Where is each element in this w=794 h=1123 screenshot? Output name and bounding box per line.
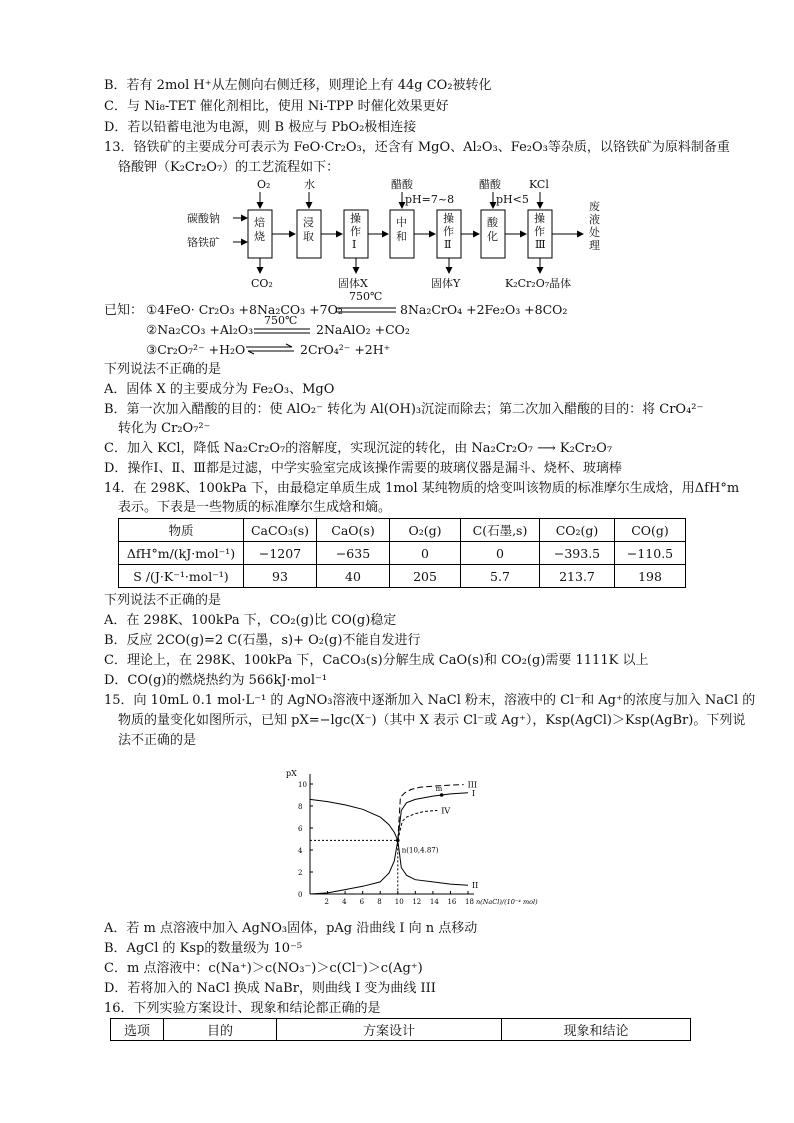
table-cell: 40 xyxy=(317,565,390,588)
q13-option-d: D．操作Ⅰ、Ⅱ、Ⅲ都是过滤，中学实验室完成该操作需要的玻璃仪器是漏斗、烧杯、玻璃棒 xyxy=(104,461,622,476)
q12-option-d: D．若以铅蓄电池为电源，则 B 极应与 PbO₂极相连接 xyxy=(104,120,417,135)
table-cell: 物质 xyxy=(119,519,244,542)
flow-out-crystal: K₂Cr₂O₇晶体 xyxy=(505,277,572,290)
q14-option-b: B．反应 2CO(g)=2 C(石墨，s)+ O₂(g)不能自发进行 xyxy=(104,633,421,648)
table-cell: CO(g) xyxy=(615,519,686,542)
q13-option-a: A．固体 X 的主要成分为 Fe₂O₃、MgO xyxy=(104,382,335,397)
x-tick-label: 18 xyxy=(465,898,474,906)
q14-ask: 下列说法不正确的是 xyxy=(104,593,222,608)
x-axis-label: n(NaCl)/(10⁻⁴ mol) xyxy=(476,898,538,906)
q15-stem-1: 15．向 10mL 0.1 mol·L⁻¹ 的 AgNO₃溶液中逐渐加入 NaCl 粉末，溶液中的 Cl⁻和 Ag⁺的浓度与加入 NaCl 的 xyxy=(104,693,756,708)
y-tick-label: 0 xyxy=(298,891,303,899)
table-cell: −1207 xyxy=(244,542,317,565)
q14-option-d: D．CO(g)的燃烧热约为 566kJ·mol⁻¹ xyxy=(104,673,328,688)
series-line-iv xyxy=(398,810,438,840)
q13-eq3-left: ③Cr₂O₇²⁻ +H₂O xyxy=(146,342,246,357)
series-label: I xyxy=(472,788,476,798)
flow-out-solid-x: 固体X xyxy=(338,277,368,290)
q16-stem: 16．下列实验方案设计、现象和结论都正确的是 xyxy=(104,1001,381,1016)
flow-out-co2: CO₂ xyxy=(251,277,273,290)
x-tick-label: 10 xyxy=(394,898,404,906)
q13-ask: 下列说法不正确的是 xyxy=(104,362,222,377)
flow-input-o2: O₂ xyxy=(257,178,271,191)
enthalpy-entropy-table xyxy=(118,518,686,588)
flow-input-acetic-2: 醋酸 xyxy=(479,178,501,191)
table-cell: ΔfH°m/(kJ·mol⁻¹) xyxy=(119,542,244,565)
table-cell: CaCO₃(s) xyxy=(244,519,317,542)
q13-eq3-right: 2CrO₄²⁻ +2H⁺ xyxy=(300,342,391,357)
series-label: IV xyxy=(441,806,451,816)
table-cell: 现象和结论 xyxy=(502,1019,691,1041)
q14-option-c: C．理论上，在 298K、100kPa 下，CaCO₃(s)分解生成 CaO(s)和 CO₂(g)需要 1111K 以上 xyxy=(104,653,649,668)
q13-stem-1: 13．铬铁矿的主要成分可表示为 FeO·Cr₂O₃，还含有 MgO、Al₂O₃、Fe₂O₃等杂质，以铬铁矿为原料制备重 xyxy=(104,140,730,155)
flow-waste: 废液处理 xyxy=(589,200,600,252)
q13-eq1-cond: 750℃ xyxy=(349,290,383,303)
flow-out-solid-y: 固体Y xyxy=(431,277,461,290)
table-cell: 205 xyxy=(390,565,461,588)
series-line-ii xyxy=(310,840,468,894)
point-m-label: m xyxy=(435,785,443,793)
point-n xyxy=(396,839,400,843)
series-label: III xyxy=(467,780,478,790)
q13-eq1-right: 8Na₂CrO₄ +2Fe₂O₃ +8CO₂ xyxy=(400,302,568,317)
series-line-iii xyxy=(398,785,464,841)
table-cell: 0 xyxy=(461,542,540,565)
equilibrium-arrow-icon xyxy=(246,343,294,355)
table-cell: CaO(s) xyxy=(317,519,390,542)
table-cell: CO₂(g) xyxy=(540,519,615,542)
flow-box-neutralize: 中和 xyxy=(396,216,407,243)
q13-eq2-left: ②Na₂CO₃ +Al₂O₃ xyxy=(146,322,254,337)
q13-stem-2: 铬酸钾（K₂Cr₂O₇）的工艺流程如下： xyxy=(118,160,340,175)
q13-eq2-cond: 750℃ xyxy=(264,314,298,327)
flow-box-op3: 操作 Ⅲ xyxy=(534,212,546,251)
flow-box-leach: 浸取 xyxy=(303,216,314,243)
eq1-equals-sign xyxy=(336,306,396,314)
table-row xyxy=(119,565,686,588)
table-cell: −110.5 xyxy=(615,542,686,565)
table-cell: S /(J·K⁻¹·mol⁻¹) xyxy=(119,565,244,588)
q12-option-c: C．与 Ni₈-TET 催化剂相比，使用 Ni-TPP 时催化效果更好 xyxy=(104,99,449,114)
q15-option-b: B．AgCl 的 Ksp的数量级为 10⁻⁵ xyxy=(104,941,303,956)
table-cell: 方案设计 xyxy=(277,1019,502,1041)
q15-option-d: D．若将加入的 NaCl 换成 NaBr，则曲线 I 变为曲线 III xyxy=(104,981,436,996)
table-cell: 0 xyxy=(390,542,461,565)
table-cell: O₂(g) xyxy=(390,519,461,542)
y-tick-label: 6 xyxy=(298,825,303,833)
q15-option-c: C．m 点溶液中：c(Na⁺)＞c(NO₃⁻)＞c(Cl⁻)＞c(Ag⁺) xyxy=(104,961,423,976)
x-tick-label: 12 xyxy=(412,898,422,906)
y-tick-label: 4 xyxy=(298,847,303,855)
y-tick-label: 2 xyxy=(298,869,303,877)
point-n-label: n(10,4.87) xyxy=(401,846,439,855)
q12-option-b: B．若有 2mol H⁺从左侧向右侧迁移，则理论上有 44g CO₂被转化 xyxy=(104,78,492,93)
q14-stem-1: 14．在 298K、100kPa 下，由最稳定单质生成 1mol 某纯物质的焓变叫该物质的标准摩尔生成焓，用ΔfH°m xyxy=(104,481,740,496)
flow-input-acetic-1: 醋酸 xyxy=(391,178,413,191)
flow-box-acidify: 酸化 xyxy=(487,216,498,243)
x-tick-label: 2 xyxy=(324,898,330,906)
series-label: II xyxy=(472,881,479,891)
y-axis-label: pX xyxy=(286,769,297,778)
x-tick-label: 4 xyxy=(342,898,347,906)
table-cell: 5.7 xyxy=(461,565,540,588)
q15-stem-2: 物质的量变化如图所示，已知 pX=−lgc(X⁻)（其中 X 表示 Cl⁻或 Ag⁺），Ksp(AgCl)＞Ksp(AgBr)。下列说 xyxy=(118,713,746,728)
q14-stem-2: 表示。下表是一些物质的标准摩尔生成焓和熵。 xyxy=(118,500,392,515)
q14-option-a: A．在 298K、100kPa 下，CO₂(g)比 CO(g)稳定 xyxy=(104,613,397,628)
x-tick-label: 14 xyxy=(429,898,439,906)
table-cell: 93 xyxy=(244,565,317,588)
chart-axes xyxy=(310,774,474,894)
q13-option-b-2: 转化为 Cr₂O₇²⁻ xyxy=(118,421,211,436)
eq2-equals-sign xyxy=(254,327,310,335)
table-header-row xyxy=(119,519,686,542)
table-cell: 213.7 xyxy=(540,565,615,588)
q13-eq2-right: 2NaAlO₂ +CO₂ xyxy=(316,322,410,337)
flow-left-ore: 铬铁矿 xyxy=(187,236,220,249)
table-cell: 目的 xyxy=(164,1019,277,1041)
flow-ph-2: pH<5 xyxy=(496,193,529,206)
q15-option-a: A．若 m 点溶液中加入 AgNO₃固体，pAg 沿曲线 I 向 n 点移动 xyxy=(104,921,478,936)
flow-box-op2: 操作 Ⅱ xyxy=(443,212,454,251)
flow-left-na2co3: 碳酸钠 xyxy=(187,212,220,225)
chart-series xyxy=(310,785,468,894)
table-cell: −393.5 xyxy=(540,542,615,565)
table-cell: −635 xyxy=(317,542,390,565)
q13-eq1-left: ①4FeO· Cr₂O₃ +8Na₂CO₃ +7O₂ xyxy=(146,302,343,317)
point-m xyxy=(440,793,444,797)
x-tick-label: 8 xyxy=(377,898,382,906)
experiment-table xyxy=(110,1018,691,1041)
process-flow-diagram xyxy=(185,176,625,296)
y-tick-label: 8 xyxy=(298,803,303,811)
q13-option-b-1: B．第一次加入醋酸的目的：使 AlO₂⁻ 转化为 Al(OH)₃沉淀而除去；第二次加入醋酸的目的：将 CrO₄²⁻ xyxy=(104,402,704,417)
x-tick-label: 6 xyxy=(359,898,365,906)
table-header-row xyxy=(111,1019,691,1041)
q13-known-label: 已知： xyxy=(104,303,144,318)
q15-stem-3: 法不正确的是 xyxy=(118,733,197,748)
table-cell: 选项 xyxy=(111,1019,164,1041)
table-cell: C(石墨,s) xyxy=(461,519,540,542)
px-vs-nacl-chart xyxy=(282,758,538,918)
flow-input-water: 水 xyxy=(304,178,315,191)
flow-box-op1: 操作 Ⅰ xyxy=(350,212,361,251)
y-tick-label: 10 xyxy=(298,781,307,789)
flow-ph-1: pH=7~8 xyxy=(405,193,455,206)
table-cell: 198 xyxy=(615,565,686,588)
series-line-i xyxy=(310,793,468,841)
flow-input-kcl: KCl xyxy=(529,178,549,191)
x-tick-label: 16 xyxy=(447,898,457,906)
table-row xyxy=(119,542,686,565)
flow-box-roast: 焙烧 xyxy=(254,216,265,243)
q13-option-c: C．加入 KCl，降低 Na₂Cr₂O₇的溶解度，实现沉淀的转化，由 Na₂Cr₂O₇ ⟶ K₂Cr₂O₇ xyxy=(104,441,613,456)
